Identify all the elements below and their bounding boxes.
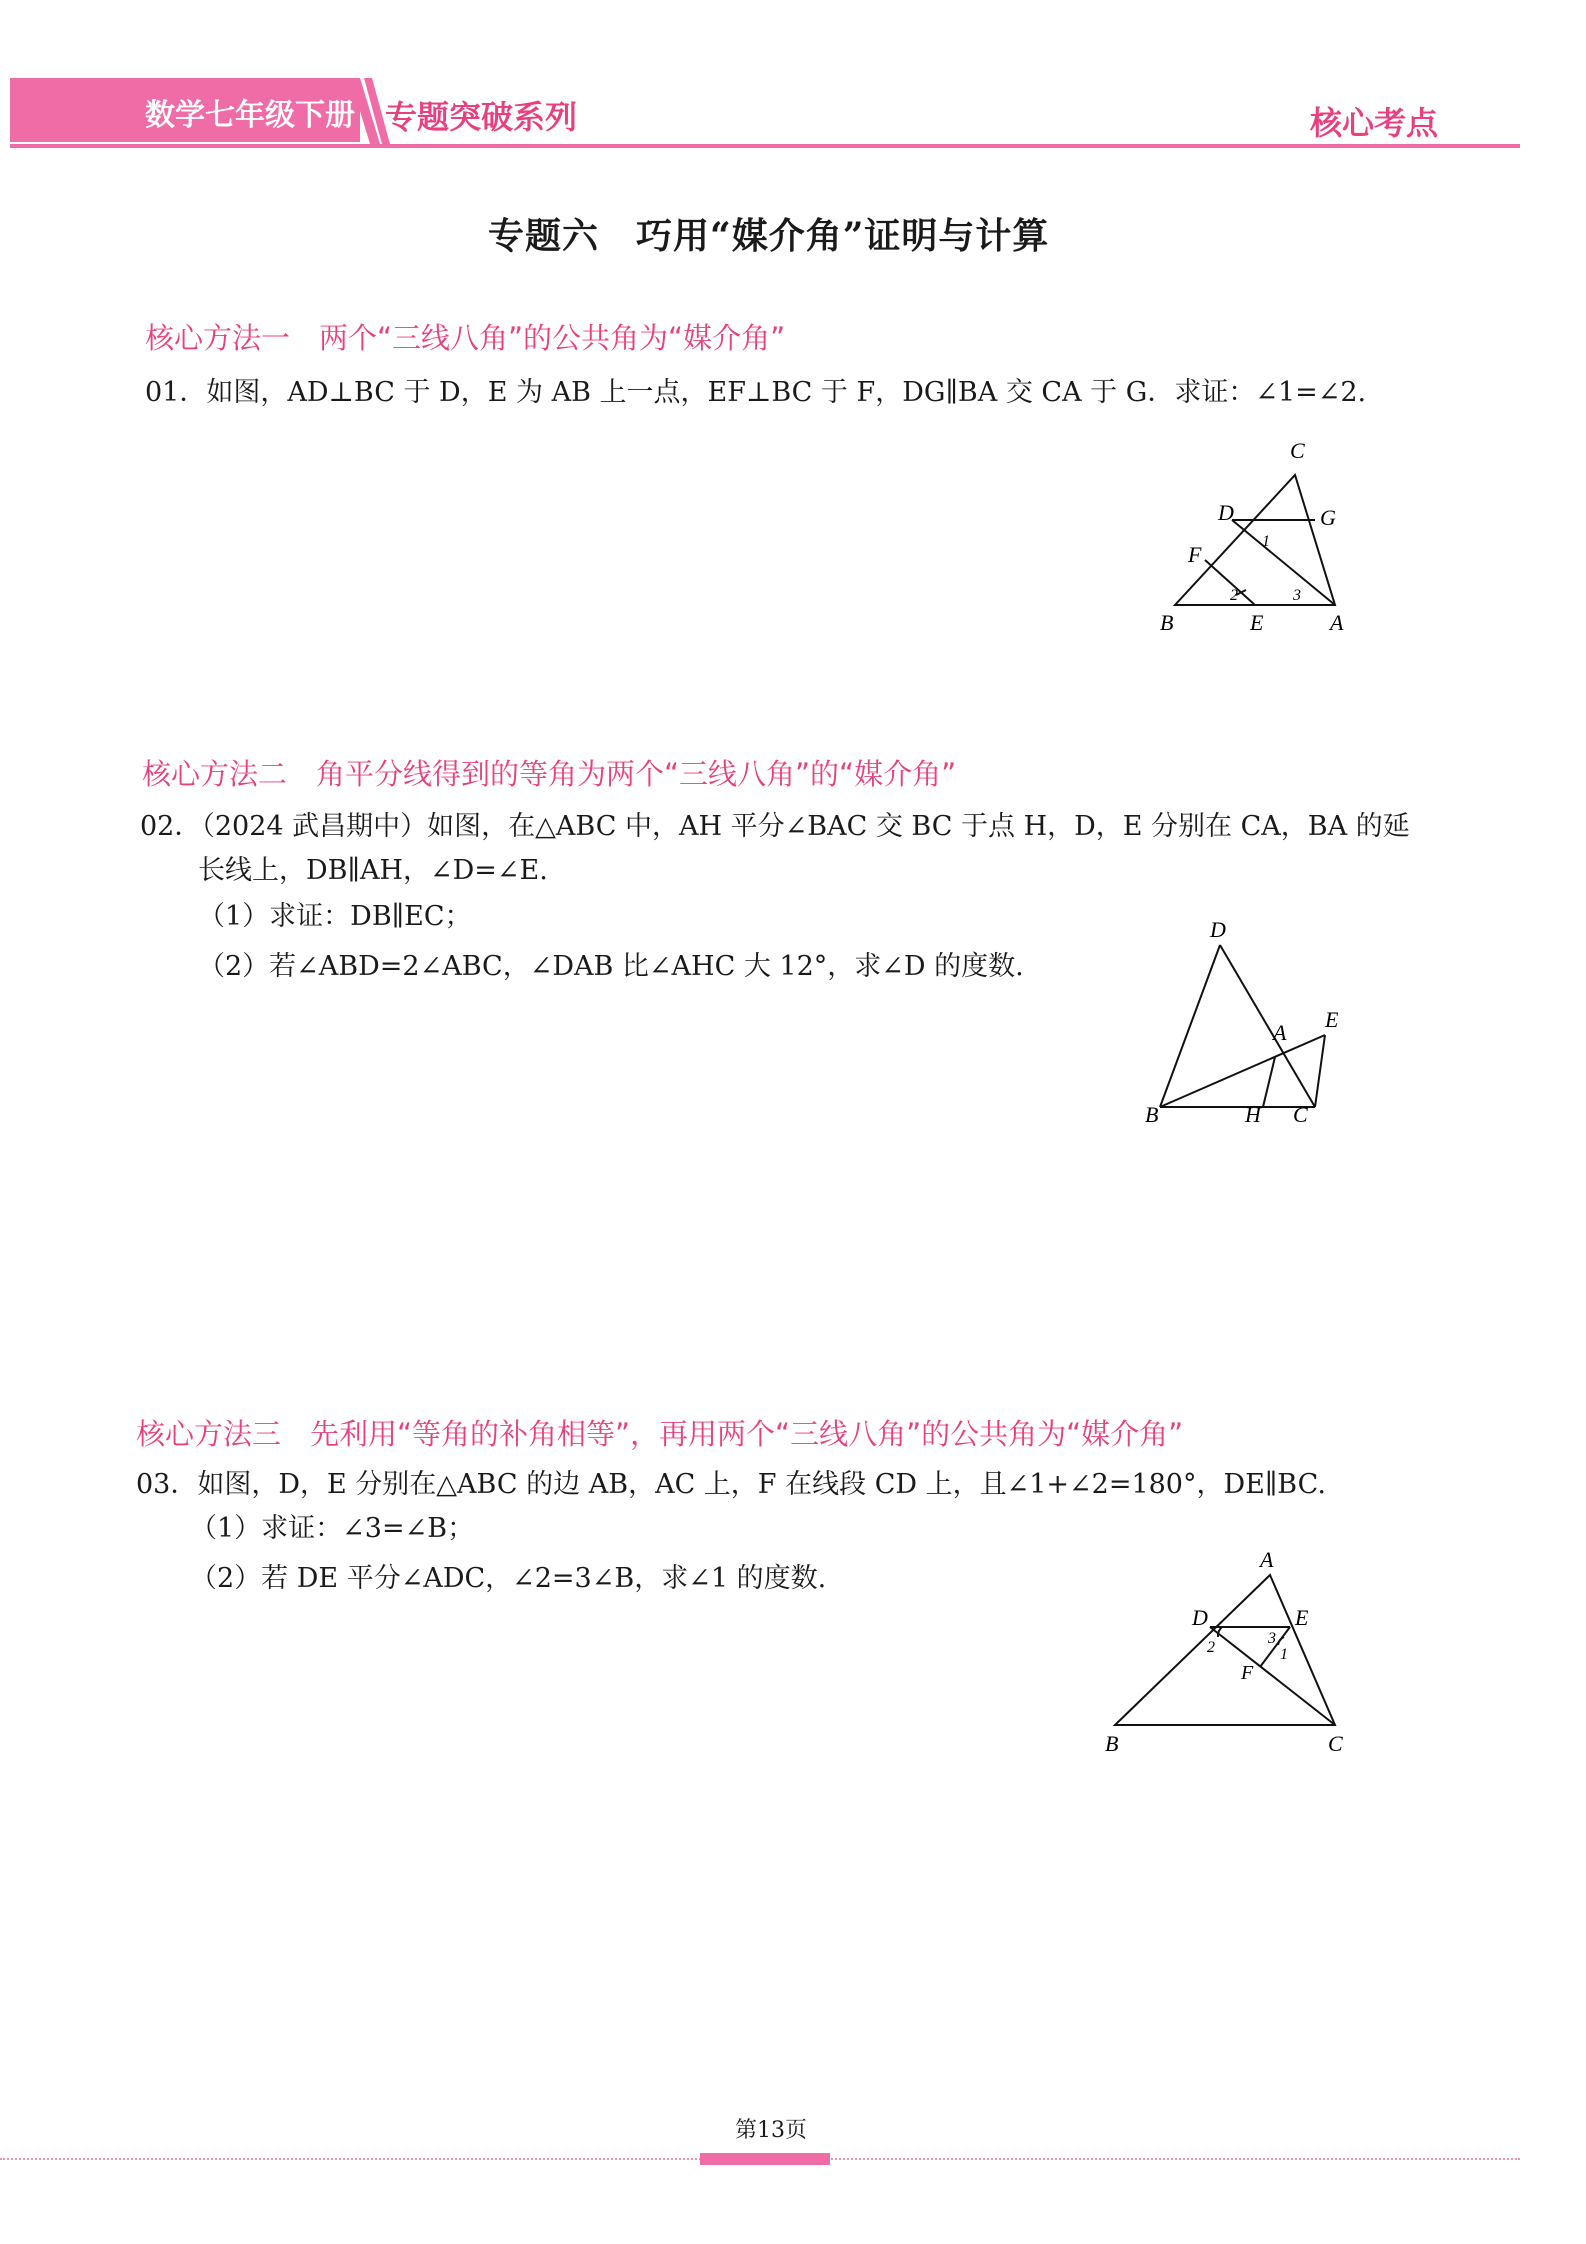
- problem-3-part-2: （2）若 DE 平分∠ADC，∠2=3∠B，求∠1 的度数.: [190, 1563, 827, 1594]
- label-a: A: [1330, 610, 1344, 635]
- method-heading-1: 核心方法一 两个“三线八角”的公共角为“媒介角”: [145, 321, 786, 355]
- label-b: B: [1160, 610, 1174, 635]
- label-c: C: [1290, 438, 1305, 463]
- angle-3: 3: [1293, 587, 1301, 604]
- problem-2-line-2: 长线上，DB∥AH，∠D=∠E.: [198, 855, 548, 886]
- angle-1: 1: [1280, 1646, 1288, 1663]
- segment-be: [1160, 1035, 1325, 1107]
- section-label: 核心考点: [1310, 104, 1439, 142]
- label-g: G: [1320, 505, 1336, 530]
- segment-ec: [1315, 1035, 1325, 1107]
- problem-2-part-1: （1）求证：DB∥EC；: [198, 901, 472, 932]
- problem-1-text: 01．如图，AD⊥BC 于 D，E 为 AB 上一点，EF⊥BC 于 F，DG∥BA 交 CA 于 G．求证：∠1=∠2.: [145, 377, 1367, 408]
- segment-dc: [1220, 945, 1315, 1107]
- problem-2-line-1: 02．（2024 武昌期中）如图，在△ABC 中，AH 平分∠BAC 交 BC 于点 H，D，E 分别在 CA，BA 的延: [140, 811, 1410, 842]
- angle-3: 3: [1268, 1630, 1276, 1647]
- label-h: H: [1245, 1102, 1261, 1127]
- label-b: B: [1105, 1731, 1119, 1756]
- segment-ad: [1232, 520, 1335, 605]
- label-e: E: [1250, 610, 1264, 635]
- angle-2: 2: [1230, 587, 1238, 604]
- footer-accent-bar: [700, 2153, 830, 2165]
- angle-2: 2: [1207, 1639, 1215, 1656]
- figure-3: [1100, 1545, 1360, 1760]
- triangle-abc: [1115, 1575, 1335, 1725]
- label-c: C: [1328, 1731, 1343, 1756]
- angle-1: 1: [1262, 533, 1270, 550]
- method-heading-2: 核心方法二 角平分线得到的等角为两个“三线八角”的“媒介角”: [142, 757, 957, 791]
- figure-1: [1150, 430, 1370, 640]
- problem-3-part-1: （1）求证：∠3=∠B；: [190, 1513, 475, 1544]
- label-d: D: [1218, 500, 1234, 525]
- figure-2: [1145, 915, 1365, 1135]
- label-f: F: [1241, 1662, 1254, 1684]
- page-title: 专题六 巧用“媒介角”证明与计算: [488, 215, 1050, 257]
- segment-ah: [1263, 1057, 1275, 1107]
- label-f: F: [1188, 542, 1202, 567]
- segment-db: [1160, 945, 1220, 1107]
- label-e: E: [1295, 1605, 1309, 1630]
- label-b: B: [1145, 1102, 1159, 1127]
- book-label: 数学七年级下册: [145, 98, 355, 133]
- problem-2-part-2: （2）若∠ABD=2∠ABC，∠DAB 比∠AHC 大 12°，求∠D 的度数.: [198, 951, 1024, 982]
- label-e: E: [1325, 1007, 1339, 1032]
- header-rule: [10, 144, 1520, 148]
- page-number: 第13页: [735, 2118, 807, 2143]
- series-label: 专题突破系列: [385, 98, 578, 136]
- label-c: C: [1293, 1102, 1308, 1127]
- label-d: D: [1210, 917, 1226, 942]
- label-d: D: [1192, 1605, 1208, 1630]
- method-heading-3: 核心方法三 先利用“等角的补角相等”，再用两个“三线八角”的公共角为“媒介角”: [136, 1417, 1184, 1451]
- label-a: A: [1260, 1547, 1274, 1572]
- header-slash-icon: [350, 78, 390, 144]
- label-a: A: [1273, 1020, 1287, 1045]
- problem-3-line-1: 03．如图，D，E 分别在△ABC 的边 AB，AC 上，F 在线段 CD 上，且∠1+∠2=180°，DE∥BC.: [136, 1469, 1326, 1500]
